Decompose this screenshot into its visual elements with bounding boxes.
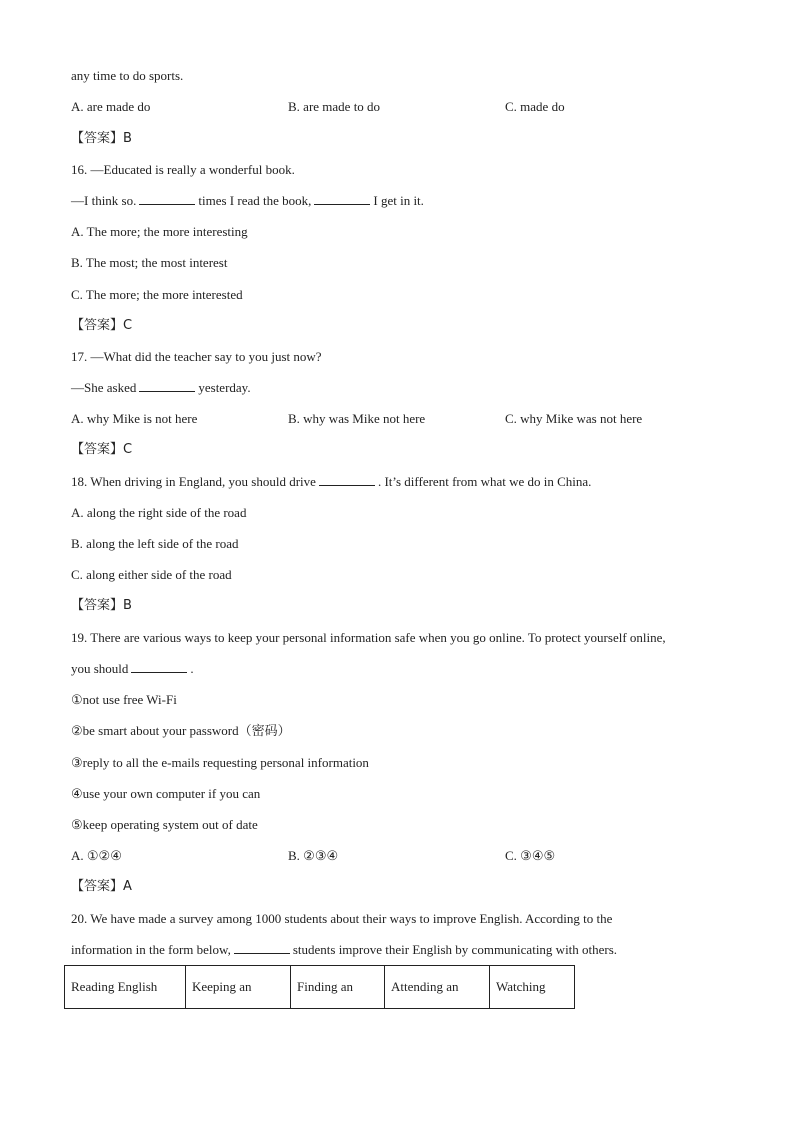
q19-item-2: ②be smart about your password（密码）	[71, 723, 291, 738]
table-header-cell: Finding an	[291, 966, 385, 1009]
q16-option-a: A. The more; the more interesting	[71, 224, 248, 239]
q19-option-b: B. ②③④	[288, 848, 339, 863]
survey-table	[64, 965, 575, 1009]
q19-option-c: C. ③④⑤	[505, 848, 556, 863]
q16-blank-1	[139, 193, 195, 205]
q17-stem: 17. —What did the teacher say to you just now?	[71, 349, 322, 364]
q17-option-b: B. why was Mike not here	[288, 411, 426, 426]
table-row	[65, 966, 575, 1009]
q15-answer: 【答案】B	[71, 131, 132, 146]
q17-blank	[139, 380, 195, 392]
q18-option-b: B. along the left side of the road	[71, 536, 239, 551]
q16-reply	[71, 193, 424, 209]
q19-item-5: ⑤keep operating system out of date	[71, 817, 258, 832]
q15-option-b: B. are made to do	[288, 99, 381, 114]
q17-reply-part-b: yesterday.	[198, 380, 251, 395]
q15-option-c: C. made do	[505, 99, 565, 114]
q16-option-c: C. The more; the more interested	[71, 287, 243, 302]
q19-stem-line-2	[71, 661, 194, 677]
q20-stem2-part-b: students improve their English by communicating with others.	[292, 942, 618, 957]
q15-option-a: A. are made do	[71, 99, 151, 114]
q17-option-a: A. why Mike is not here	[71, 411, 198, 426]
q17-reply-part-a: —She asked	[71, 380, 137, 395]
q18-stem-part-b: . It’s different from what we do in China.	[377, 474, 592, 489]
q18-stem	[71, 474, 591, 490]
q19-option-a: A. ①②④	[71, 848, 122, 863]
q18-option-a: A. along the right side of the road	[71, 505, 247, 520]
q16-reply-part-a: —I think so.	[71, 193, 137, 208]
q18-option-c: C. along either side of the road	[71, 567, 232, 582]
q16-reply-part-c: I get in it.	[373, 193, 424, 208]
q20-blank	[234, 942, 290, 954]
q17-option-c: C. why Mike was not here	[505, 411, 643, 426]
q20-stem-line-2	[71, 942, 617, 958]
q19-stem2-part-a: you should	[71, 661, 129, 676]
q19-stem2-part-b: .	[190, 661, 194, 676]
q18-blank	[319, 474, 375, 486]
table-header-cell: Keeping an	[186, 966, 291, 1009]
q19-answer: 【答案】A	[71, 879, 132, 894]
table-header-cell: Attending an	[385, 966, 490, 1009]
q16-stem: 16. —Educated is really a wonderful book.	[71, 162, 295, 177]
table-header-cell: Reading English	[65, 966, 186, 1009]
q16-blank-2	[314, 193, 370, 205]
q19-item-4: ④use your own computer if you can	[71, 786, 261, 801]
q18-stem-part-a: 18. When driving in England, you should drive	[71, 474, 316, 489]
q19-stem: 19. There are various ways to keep your personal information safe when you go online. To protect yourself online,	[71, 630, 666, 645]
q16-answer: 【答案】C	[71, 318, 133, 333]
q20-stem: 20. We have made a survey among 1000 students about their ways to improve English. According to the	[71, 911, 613, 926]
q16-reply-part-b: times I read the book,	[198, 193, 312, 208]
q17-reply	[71, 380, 251, 396]
q15-stem-end: any time to do sports.	[71, 68, 184, 83]
q18-answer: 【答案】B	[71, 598, 132, 613]
q20-stem2-part-a: information in the form below,	[71, 942, 231, 957]
q16-option-b: B. The most; the most interest	[71, 255, 228, 270]
table-header-cell: Watching	[490, 966, 575, 1009]
q17-answer: 【答案】C	[71, 442, 133, 457]
q19-item-3: ③reply to all the e-mails requesting personal information	[71, 755, 369, 770]
q19-item-1: ①not use free Wi-Fi	[71, 692, 177, 707]
q19-blank	[131, 661, 187, 673]
